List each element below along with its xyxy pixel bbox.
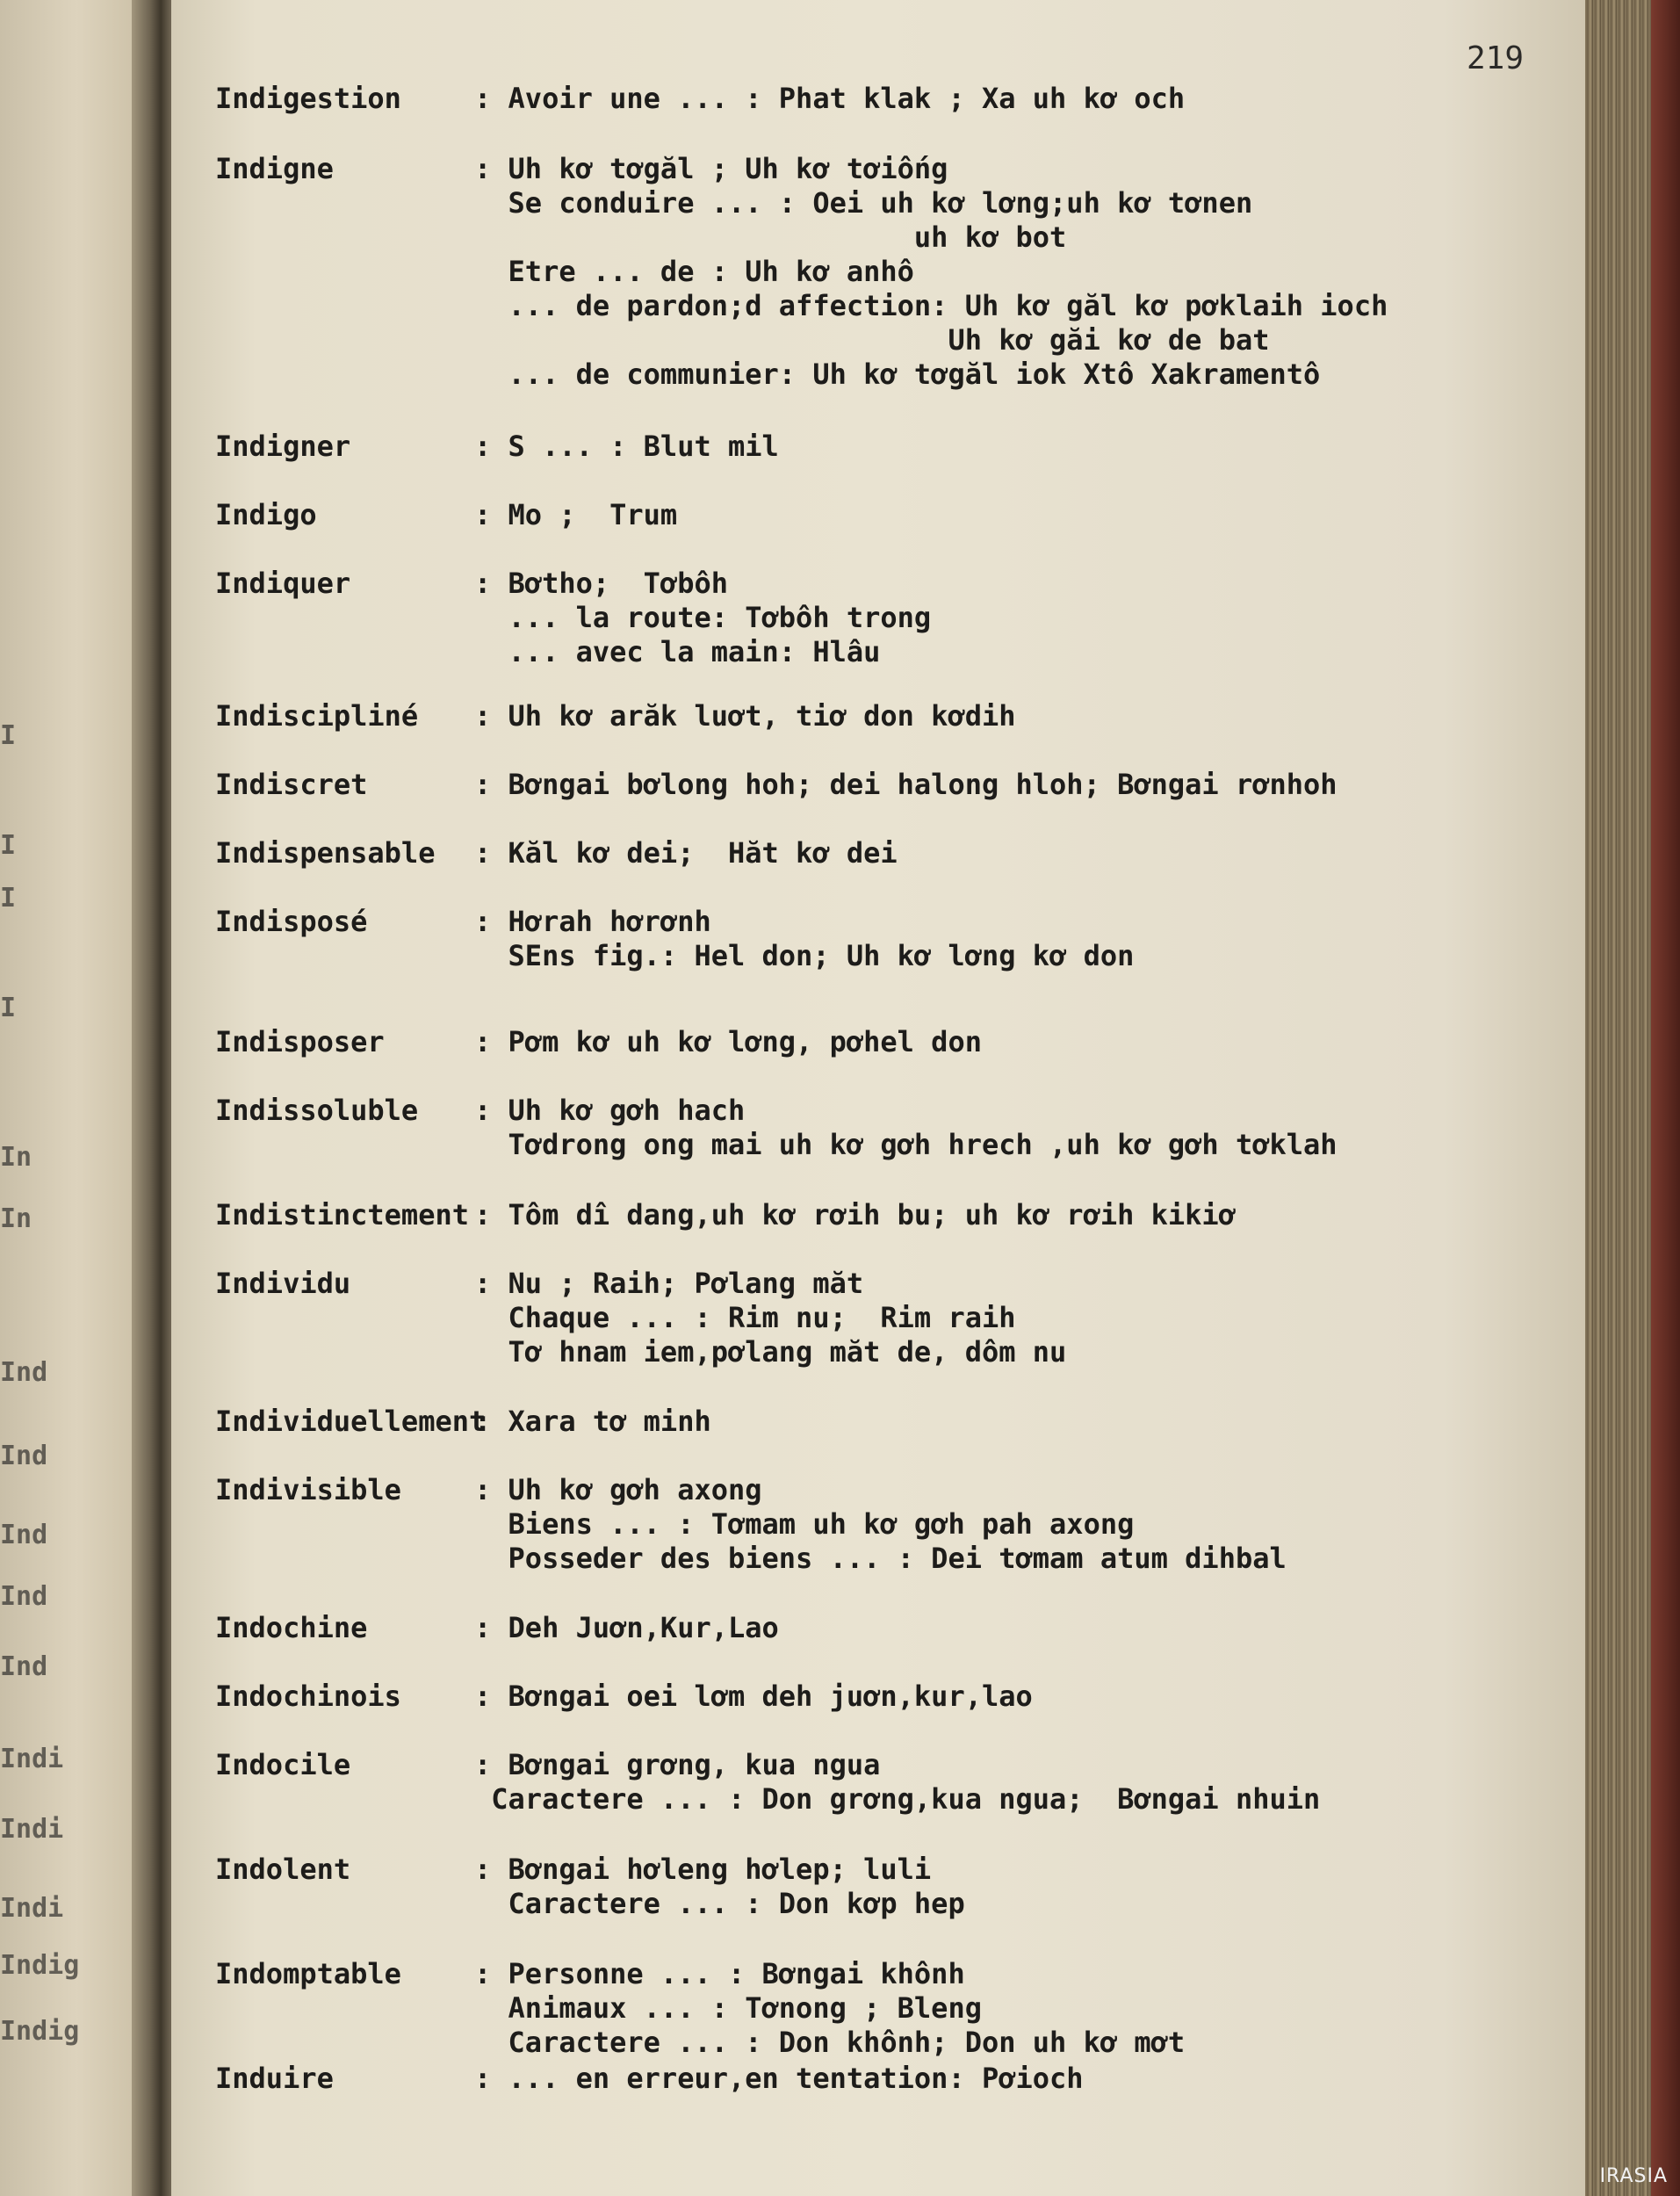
entry-headword: Indolent: [215, 1853, 351, 1886]
entry-definition-line: Tơdrong ong mai uh kơ gơh hrech ,uh kơ gơh tơklah: [474, 1128, 1338, 1161]
entry-headword: Indigne: [215, 152, 334, 185]
left-page-fragment: Ind: [0, 1520, 48, 1550]
left-page-fragment: Ind: [0, 1581, 48, 1612]
entry-definition-line: : Kăl kơ dei; Hăt kơ dei: [474, 836, 898, 870]
left-page-fragment: Ind: [0, 1441, 48, 1471]
entry-definition-line: : Personne ... : Bơngai khônh: [474, 1957, 965, 1990]
entry-definition-line: : Uh kơ arăk luơt, tiơ don kơdih: [474, 699, 1016, 733]
entry-definition-line: Uh kơ găi kơ de bat: [474, 323, 1270, 357]
entry-headword: Indivisible: [215, 1473, 401, 1506]
entry-headword: Indisposé: [215, 905, 368, 938]
entry-headword: Indocile: [215, 1748, 351, 1781]
entry-headword: Indiscret: [215, 768, 368, 801]
entry-definition-line: Caractere ... : Don khônh; Don uh kơ mơt: [474, 2026, 1186, 2059]
entry-headword: Indispensable: [215, 836, 436, 870]
entry-headword: Indiquer: [215, 567, 351, 600]
page-number: 219: [1467, 40, 1525, 76]
page-edge-red: [1651, 0, 1680, 2196]
entry-headword: Individuellement: [215, 1405, 487, 1438]
watermark: IRASIA: [1599, 2165, 1668, 2187]
entry-definition-line: : Bơngai oei lơm deh juơn,kur,lao: [474, 1680, 1033, 1713]
entry-definition-line: Animaux ... : Tơnong ; Bleng: [474, 1991, 982, 2025]
entry-definition-line: : Bơtho; Tơbôh: [474, 567, 728, 600]
entry-definition-line: : Mo ; Trum: [474, 498, 678, 531]
entry-definition-line: : Avoir une ... : Phat klak ; Xa uh kơ och: [474, 82, 1186, 115]
left-page-fragment: Indig: [0, 2016, 80, 2047]
entry-headword: Indigestion: [215, 82, 401, 115]
entry-definition-line: : Bơngai hơleng hơlep; luli: [474, 1853, 932, 1886]
entry-headword: Indigner: [215, 430, 351, 463]
entry-definition-line: : Deh Juơn,Kur,Lao: [474, 1611, 779, 1644]
entry-headword: Indiscipliné: [215, 699, 419, 733]
entry-definition-line: Caractere ... : Don kơp hep: [474, 1887, 965, 1920]
left-page-fragment: Indi: [0, 1893, 64, 1924]
entry-definition-line: ... de pardon;d affection: Uh kơ găl kơ pơklaih ioch: [474, 289, 1388, 322]
left-page-fragment: Ind: [0, 1651, 48, 1682]
entry-definition-line: : ... en erreur,en tentation: Pơioch: [474, 2062, 1084, 2095]
entry-headword: Indochinois: [215, 1680, 401, 1713]
entry-definition-line: uh kơ bot: [474, 220, 1067, 254]
dictionary-entries: [215, 0, 1576, 2196]
entry-definition-line: ... de communier: Uh kơ tơgăl iok Xtô Xakramentô: [474, 358, 1321, 391]
left-page-fragment: In: [0, 1142, 32, 1173]
entry-definition-line: : Nu ; Raih; Pơlang măt: [474, 1267, 864, 1300]
left-page-fragment: Indig: [0, 1950, 80, 1981]
left-page-fragment: I: [0, 720, 17, 751]
left-page-fragment: I: [0, 883, 17, 914]
entry-headword: Induire: [215, 2062, 334, 2095]
entry-definition-line: : Xara tơ minh: [474, 1405, 711, 1438]
entry-definition-line: ... avec la main: Hlâu: [474, 635, 881, 668]
entry-definition-line: : Uh kơ gơh hach: [474, 1094, 746, 1127]
left-page-fragment: Indi: [0, 1744, 64, 1774]
left-page-fragment: I: [0, 830, 17, 861]
entry-definition-line: SEns fig.: Hel don; Uh kơ lơng kơ don: [474, 939, 1135, 972]
entry-headword: Indigo: [215, 498, 317, 531]
entry-headword: Indochine: [215, 1611, 368, 1644]
entry-definition-line: : Bơngai bơlong hoh; dei halong hloh; Bơngai rơnhoh: [474, 768, 1338, 801]
entry-definition-line: Posseder des biens ... : Dei tơmam atum dihbal: [474, 1542, 1287, 1575]
entry-definition-line: : Uh kơ gơh axong: [474, 1473, 762, 1506]
entry-definition-line: ... la route: Tơbôh trong: [474, 601, 932, 634]
entry-definition-line: : Pơm kơ uh kơ lơng, pơhel don: [474, 1025, 982, 1058]
entry-definition-line: : Hơrah hơrơnh: [474, 905, 711, 938]
entry-definition-line: Etre ... de : Uh kơ anhô: [474, 255, 914, 288]
entry-definition-line: Tơ hnam iem,pơlang măt de, dôm nu: [474, 1335, 1067, 1369]
entry-definition-line: Chaque ... : Rim nu; Rim raih: [474, 1301, 1016, 1334]
left-page-fragments: [0, 0, 154, 2196]
entry-headword: Indomptable: [215, 1957, 401, 1990]
left-page-fragment: Ind: [0, 1357, 48, 1388]
entry-definition-line: : Tôm dî dang,uh kơ rơih bu; uh kơ rơih kikiơ: [474, 1198, 1236, 1232]
entry-definition-line: Biens ... : Tơmam uh kơ gơh pah axong: [474, 1507, 1135, 1541]
entry-definition-line: : Uh kơ tơgăl ; Uh kơ tơiống: [474, 152, 948, 185]
entry-definition-line: : Bơngai grơng, kua ngua: [474, 1748, 881, 1781]
entry-headword: Indissoluble: [215, 1094, 419, 1127]
entry-definition-line: : S ... : Blut mil: [474, 430, 779, 463]
left-page-fragment: I: [0, 993, 17, 1023]
left-page-fragment: Indi: [0, 1814, 64, 1845]
entry-definition-line: Caractere ... : Don grơng,kua ngua; Bơngai nhuin: [474, 1782, 1321, 1816]
entry-headword: Individu: [215, 1267, 351, 1300]
entry-definition-line: Se conduire ... : Oei uh kơ lơng;uh kơ tơnen: [474, 186, 1253, 220]
left-page-fragment: In: [0, 1203, 32, 1234]
entry-headword: Indistinctement: [215, 1198, 469, 1232]
entry-headword: Indisposer: [215, 1025, 385, 1058]
